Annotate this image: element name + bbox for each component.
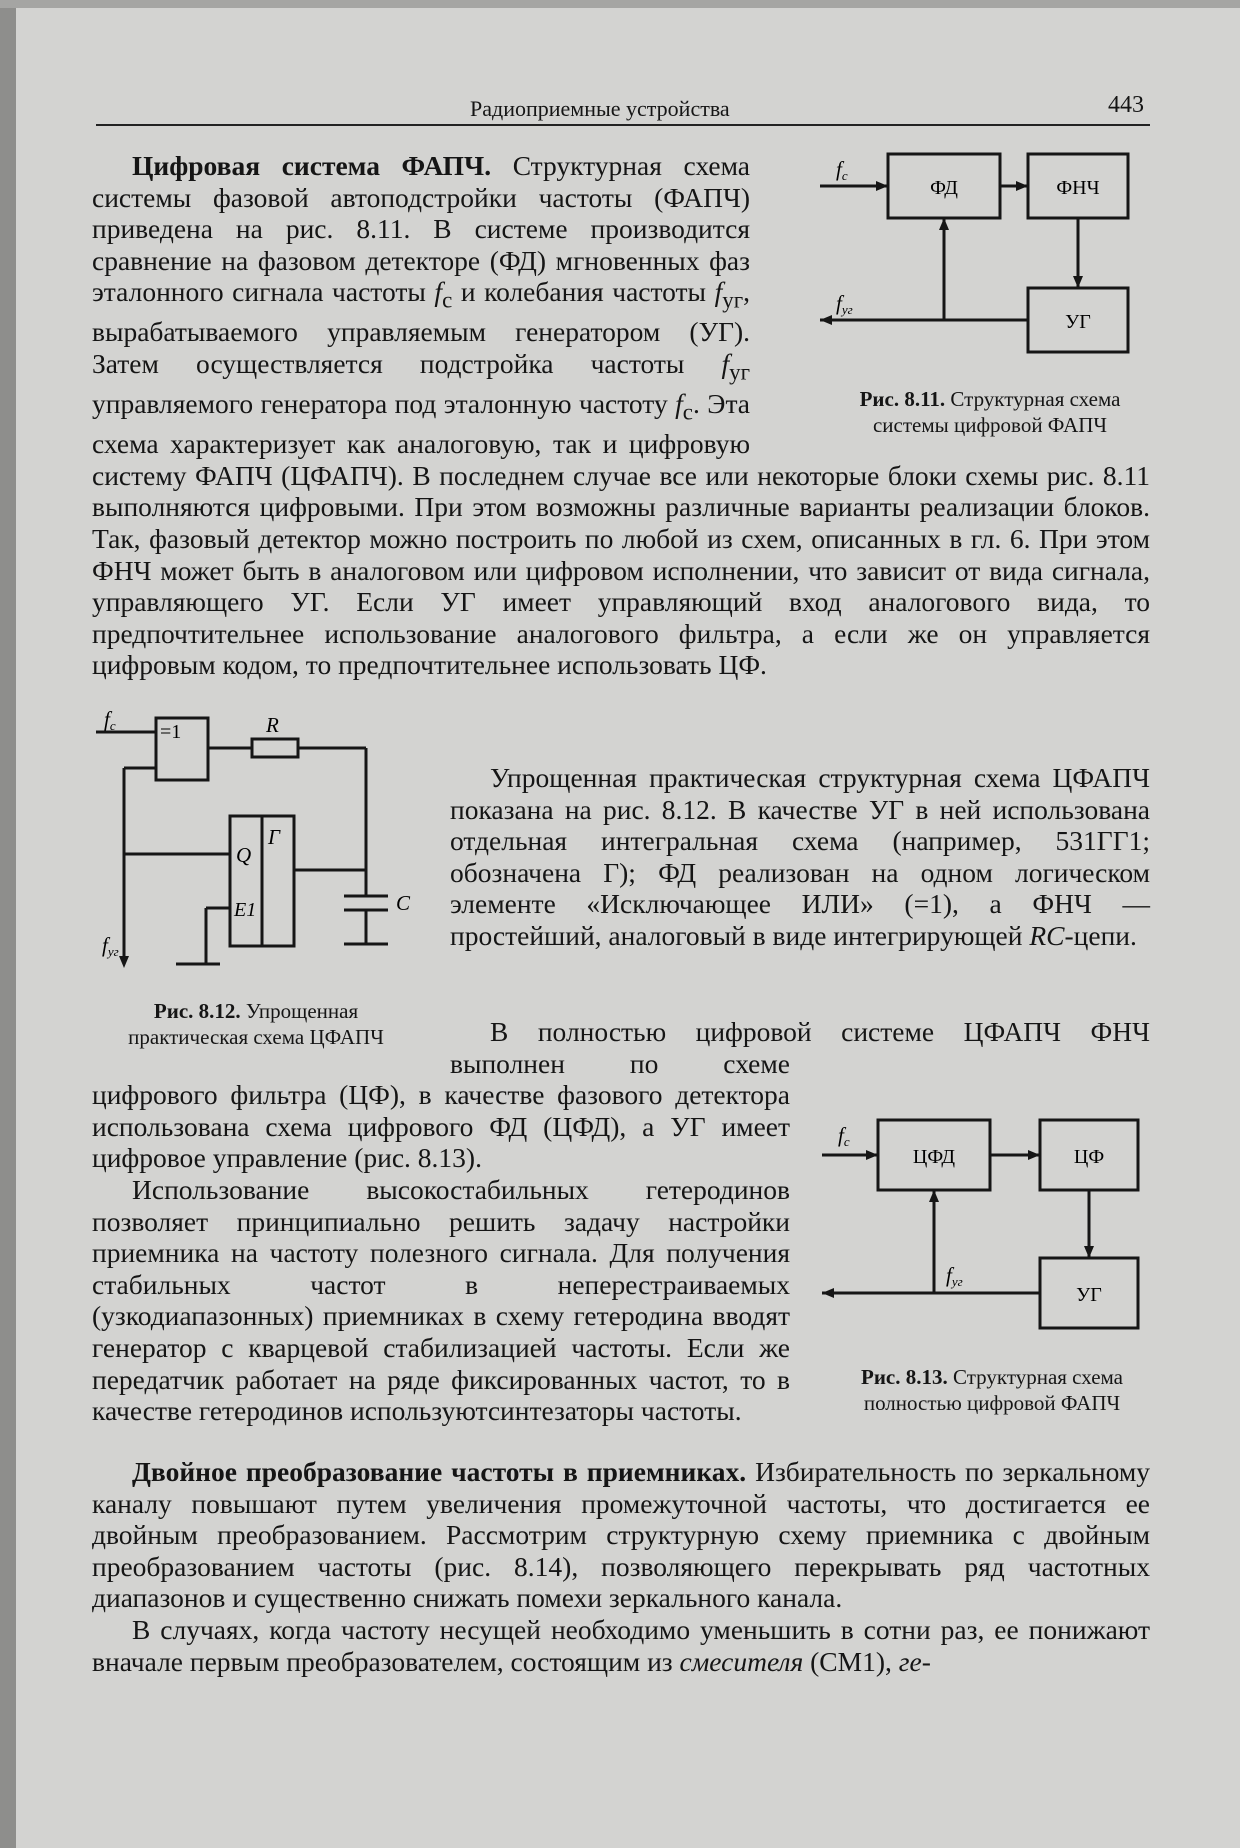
column-bottom (92, 1456, 1150, 1677)
paragraph-fully-digital: В полностью цифровой системе ЦФАПЧ ФНЧ выполнен по схеме цифрового фильтра (ЦФ), в качестве фазового детектора использована схема цифрового ФД (ЦФД), а УГ имеет цифровое управление (рис. 8.13). (92, 1016, 1150, 1174)
paragraph-digital-pll-lead: Цифровая система ФАПЧ. (132, 150, 492, 181)
figure-8-12-caption-text: Упрощенная практическая схема ЦФАПЧ (128, 999, 384, 1049)
block-dpd-label: ЦФД (912, 1146, 956, 1168)
block-vco-label: УГ (1065, 311, 1091, 333)
pin-q-label: Q (236, 843, 252, 867)
xor-label: =1 (160, 721, 182, 743)
input-freq-label: fс (838, 1123, 850, 1149)
pin-e-label: E1 (234, 899, 257, 921)
figure-8-12-caption (96, 998, 416, 1050)
paragraph-hundreds-reduction: В случаях, когда частоту несущей необходимо уменьшить в сотни раз, ее понижают вначале первым преобразователем, состоящим из смесителя (СМ1), ге- (92, 1613, 1150, 1677)
paragraph-stable-oscillators: Использование высокостабильных гетеродинов позволяет принципиально решить задачу настройки приемника на частоту полезного сигнала. Для получения стабильных частот в неперестраиваемых (узкодиапазонных) приемниках в схему гетеродина вводят генератор с кварцевой стабилизацией частоты. Если же передатчик работает на ряде фиксированных частот, то в качестве гетеродинов используютсинтезаторы частоты. (92, 1173, 790, 1427)
figure-8-11-caption (820, 386, 1160, 438)
paragraph-double-conversion-lead: Двойное преобразование частоты в приемниках. (132, 1456, 747, 1487)
figure-8-12-label: Рис. 8.12. (153, 999, 241, 1023)
block-pd-label: ФД (930, 177, 958, 199)
paragraph-double-conversion-content: Избирательность по зеркальному каналу повышают путем увеличения промежуточной частоты, что достигается ее двойным преобразованием. Рассмотрим структурную схему приемника с двойным преобразованием частоты (рис. 8.14), позволяющего перекрывать ряд частотных диапазонов и существенно снижать помехи зеркального канала. (92, 1456, 1150, 1614)
page-number: 443 (1108, 92, 1144, 118)
input-freq-label: fс (836, 157, 848, 183)
paragraph-simplified-scheme: Упрощенная практическая структурная схема ЦФАПЧ показана на рис. 8.12. В качестве УГ в ней использована отдельная интегральная схема (например, 531ГГ1; обозначена Г); ФД реализован на одном логическом элементе «Исключающее ИЛИ» (=1), а ФНЧ — простейший, аналоговый в виде интегрирующей RC-цепи. (450, 762, 1150, 951)
block-df-label: ЦФ (1073, 1146, 1105, 1168)
output-freq-label: fуг (102, 933, 119, 959)
running-header: Радиоприемные устройства (470, 96, 730, 121)
figure-8-11-caption-text: Структурная схема системы цифровой ФАПЧ (872, 387, 1121, 437)
paragraph-digital-pll-content: Структурная схема системы фазовой автоподстройки частоты (ФАПЧ) приведена на рис. 8.11. В системе производится сравнение на фазовом детекторе (ФД) мгновенных фаз эталонного сигнала частоты $f_с$ и колебания частоты $f_{уг}$, вырабатываемого управляемым генератором (УГ). Затем осуществляется подстройка частоты $f_{уг}$ управляемого генератора под эталонную частоту $f_с$. Эта схема характеризует как аналоговую, так и цифровую систему ФАПЧ (ЦФАПЧ). В последнем случае все или некоторые блоки схемы рис. 8.11 выполняются цифровыми. При этом возможны различные варианты реализации блоков. Так, фазовый детектор можно построить по любой из схем, описанных в гл. 6. При этом ФНЧ может быть в аналоговом или цифровом исполнении, что зависит от вида сигнала, управляющего УГ. Если УГ имеет управляющий вход аналогового вида, то предпочтительнее использование аналогового фильтра, а если же он управляется цифровым кодом, то предпочтительнее использовать ЦФ. (92, 150, 1150, 681)
paragraph-double-conversion (92, 1456, 1150, 1614)
resistor-label: R (266, 713, 279, 737)
scan-shadow-edge (0, 0, 16, 1848)
resistor (252, 739, 298, 757)
figure-8-13-caption-text: Структурная схема полностью цифровой ФАПЧ (863, 1365, 1123, 1415)
block-vco-label: УГ (1076, 1284, 1102, 1306)
block-lpf-label: ФНЧ (1056, 177, 1100, 199)
figure-8-12-circuit (96, 707, 436, 982)
figure-8-11-diagram (820, 148, 1160, 388)
output-freq-label: fуг (836, 291, 853, 317)
capacitor-label: C (396, 891, 411, 915)
figure-8-13-caption (822, 1364, 1162, 1416)
figure-8-11-label: Рис. 8.11. (859, 387, 946, 411)
figure-8-13-label: Рис. 8.13. (861, 1365, 948, 1389)
gen-label: Г (268, 825, 280, 849)
feedback-freq-label: fуг (946, 1263, 963, 1289)
header-rule (96, 124, 1150, 126)
input-freq-label: fс (104, 707, 116, 733)
figure-8-13-diagram (822, 1112, 1162, 1352)
column-right-of-fig812 (450, 762, 1150, 952)
scan-shadow-top (0, 0, 1240, 8)
